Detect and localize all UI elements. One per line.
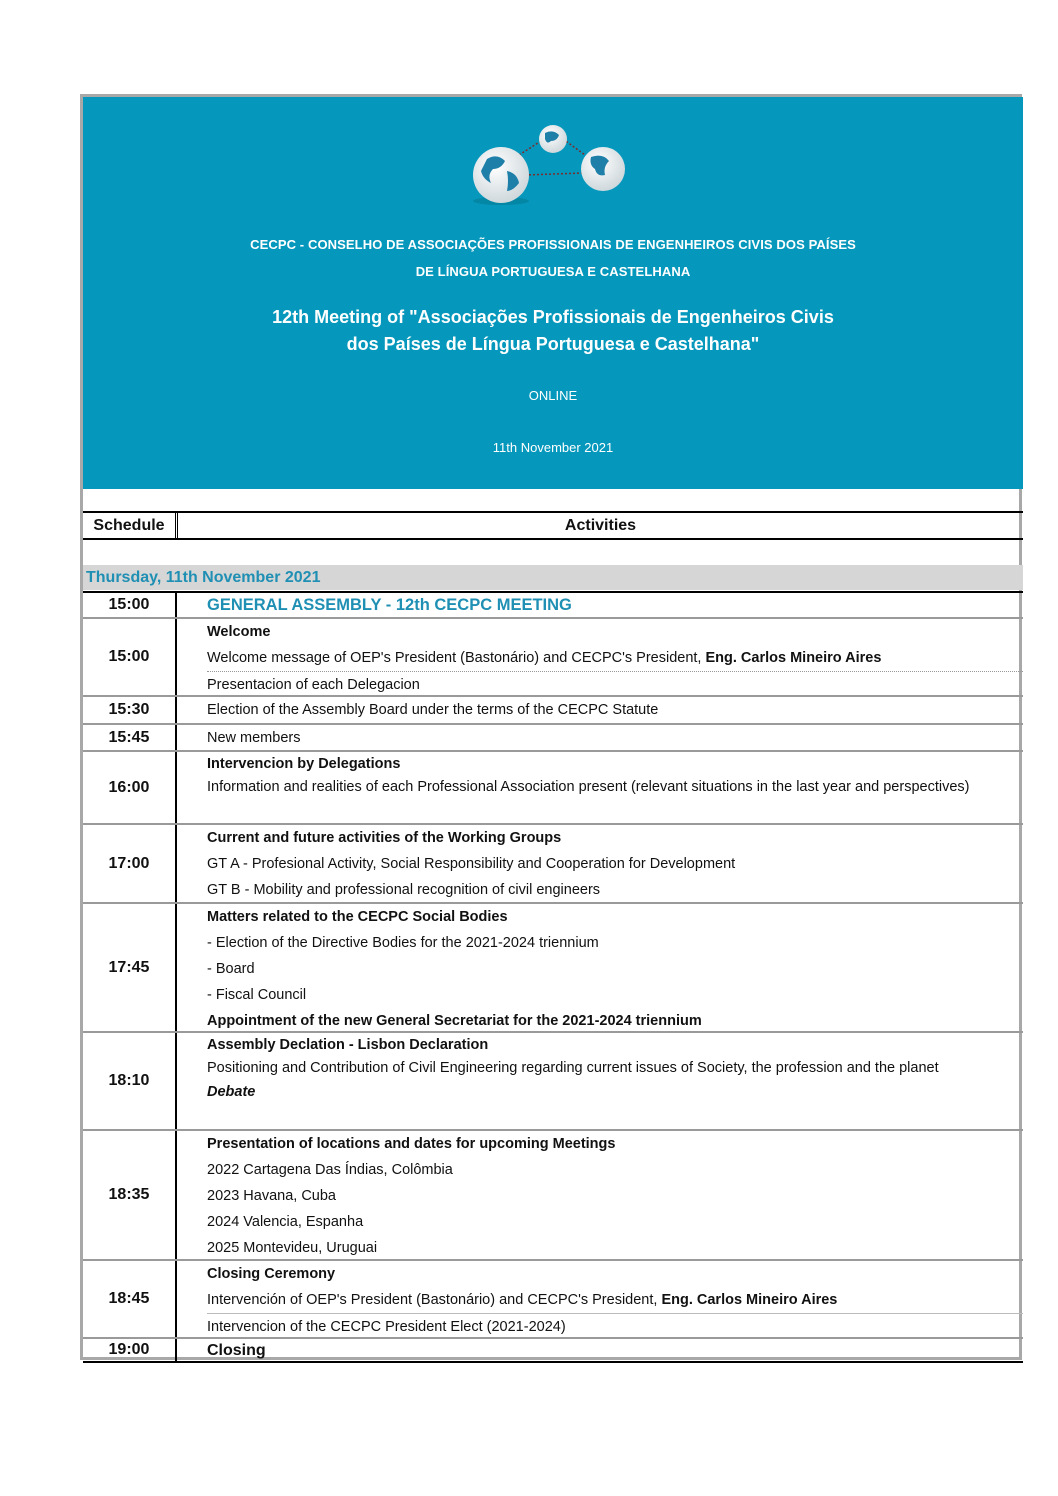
activity-heading: Current and future activities of the Working Groups	[207, 830, 562, 846]
activity-line: Appointment of the new General Secretariat for the 2021-2024 triennium	[207, 1013, 702, 1029]
meeting-mode: ONLINE	[528, 388, 578, 403]
time-cell: 16:00	[83, 752, 177, 823]
activities-column-header: Activities	[564, 517, 637, 534]
meeting-date: 11th November 2021	[492, 440, 614, 455]
activity-heading: Presentation of locations and dates for upcoming Meetings	[207, 1136, 616, 1152]
activity-line: Election of the Assembly Board under the terms of the CECPC Statute	[207, 702, 659, 718]
activity-heading: Matters related to the CECPC Social Bodies	[207, 909, 508, 925]
activity-line: Information and realities of each Professional Association present (relevant situations in the last year and perspectives)	[207, 779, 970, 795]
table-row	[83, 723, 1023, 750]
table-row	[83, 1129, 1023, 1259]
activity-line: New members	[207, 730, 301, 746]
table-row	[83, 1259, 1023, 1337]
table-header	[83, 511, 1023, 540]
activity-line: Positioning and Contribution of Civil Engineering regarding current issues of Society, the profession and the planet	[207, 1060, 939, 1076]
table-row	[83, 1031, 1023, 1129]
meeting-title: 12th Meeting of "Associações Profissionais de Engenheiros Civis dos Países de Língua Portuguesa e Castelhana"	[272, 307, 834, 354]
activity-line: 2024 Valencia, Espanha	[207, 1214, 364, 1230]
activity-line: Intervencion of the CECPC President Elect (2021-2024)	[207, 1319, 566, 1335]
activity-line: GT B - Mobility and professional recognition of civil engineers	[207, 882, 601, 898]
activity-heading: Intervencion by Delegations	[207, 756, 401, 772]
table-row	[83, 750, 1023, 823]
agenda-table	[83, 591, 1023, 1363]
table-row	[83, 823, 1023, 902]
time-cell: 17:45	[83, 904, 177, 1031]
day-heading: Thursday, 11th November 2021	[83, 565, 1023, 590]
time-cell: 15:30	[83, 697, 177, 723]
header-banner	[83, 97, 1023, 489]
table-row	[83, 1337, 1023, 1363]
agenda-page	[80, 94, 1022, 1360]
time-cell: 15:45	[83, 725, 177, 750]
activity-line: Intervención of OEP's President (Bastonário) and CECPC's President, Eng. Carlos Mineiro Aires	[207, 1287, 1023, 1314]
table-row	[83, 591, 1023, 617]
activity-line: Debate	[207, 1084, 256, 1100]
time-cell: 17:00	[83, 825, 177, 902]
schedule-column-header: Schedule	[83, 513, 178, 538]
time-cell: 18:35	[83, 1131, 177, 1259]
activity-line: GT A - Profesional Activity, Social Responsibility and Cooperation for Development	[207, 856, 736, 872]
org-name: CECPC - CONSELHO DE ASSOCIAÇÕES PROFISSIONAIS DE ENGENHEIROS CIVIS DOS PAÍSES DE LÍNGUA PORTUGUESA E CASTELHANA	[250, 237, 856, 279]
time-cell: 19:00	[83, 1339, 177, 1361]
time-cell: 18:45	[83, 1261, 177, 1337]
activity-line: 2022 Cartagena Das Índias, Colômbia	[207, 1162, 453, 1178]
time-cell: 15:00	[83, 593, 177, 617]
activity-line: - Fiscal Council	[207, 987, 307, 1003]
time-cell: 15:00	[83, 619, 177, 695]
activity-heading: Closing Ceremony	[207, 1266, 336, 1282]
activity-title: GENERAL ASSEMBLY - 12th CECPC MEETING	[207, 596, 572, 614]
table-row	[83, 617, 1023, 695]
activity-heading: Welcome	[207, 624, 271, 640]
activity-line: - Election of the Directive Bodies for the 2021-2024 triennium	[207, 935, 599, 951]
activity-heading: Assembly Declation - Lisbon Declaration	[207, 1037, 489, 1053]
activity-line: Welcome message of OEP's President (Bastonário) and CECPC's President, Eng. Carlos Mineiro Aires	[207, 645, 1023, 672]
activity-line: - Board	[207, 961, 255, 977]
activity-line: 2025 Montevideu, Uruguai	[207, 1240, 378, 1256]
activity-line: Presentacion of each Delegacion	[207, 677, 420, 693]
activity-line: 2023 Havana, Cuba	[207, 1188, 336, 1204]
table-row	[83, 902, 1023, 1031]
table-row	[83, 695, 1023, 723]
globes-logo-icon	[467, 125, 639, 207]
time-cell: 18:10	[83, 1033, 177, 1129]
activity-heading: Closing	[207, 1342, 266, 1359]
